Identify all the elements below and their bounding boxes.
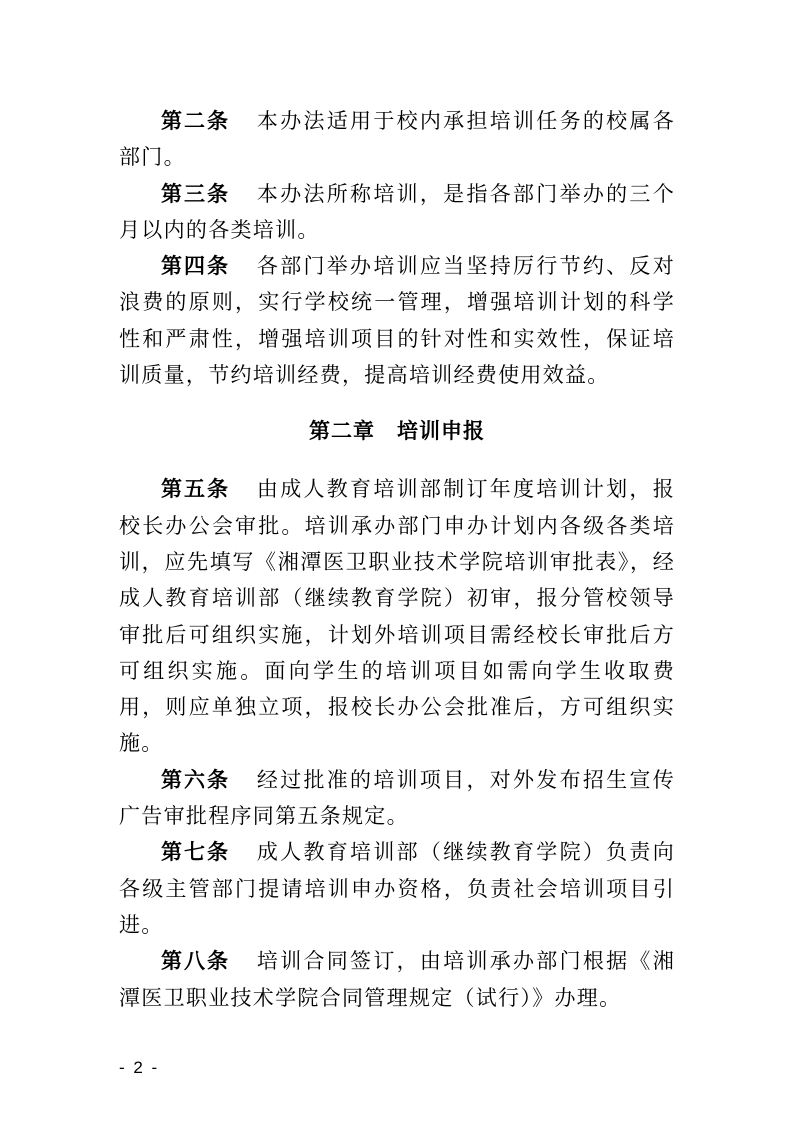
document-body bbox=[119, 103, 675, 1016]
article-text: 本办法适用于校内承担培训任务的校属各部门。 bbox=[119, 109, 676, 170]
article-label: 第四条 bbox=[161, 254, 230, 279]
article-text: 由成人教育培训部制订年度培训计划，报校长办公会审批。培训承办部门申办计划内各级各类培训，应先填写《湘潭医卫职业技术学院培训审批表》，经成人教育培训部（继续教育学院）初审，报分管校领导审批后可组织实施，计划外培训项目需经校长审批后方可组织实施。面向学生的培训项目如需向学生收取费用，则应单独立项，报校长办公会批准后，方可组织实施。 bbox=[119, 477, 676, 756]
article-text: 培训合同签订，由培训承办部门根据《湘潭医卫职业技术学院合同管理规定（试行）》办理。 bbox=[119, 949, 676, 1010]
article-4 bbox=[119, 248, 675, 393]
article-label: 第七条 bbox=[161, 840, 230, 865]
article-2 bbox=[119, 103, 675, 176]
article-3 bbox=[119, 176, 675, 249]
article-text: 成人教育培训部（继续教育学院）负责向各级主管部门提请培训申办资格，负责社会培训项目引进。 bbox=[119, 840, 676, 937]
page-number: - 2 - bbox=[119, 1058, 160, 1077]
article-text: 本办法所称培训，是指各部门举办的三个月以内的各类培训。 bbox=[119, 181, 676, 242]
article-8 bbox=[119, 943, 675, 1016]
article-6 bbox=[119, 762, 675, 835]
article-label: 第八条 bbox=[161, 949, 230, 974]
article-7 bbox=[119, 834, 675, 943]
article-label: 第六条 bbox=[161, 767, 230, 792]
chapter-title: 培训申报 bbox=[397, 419, 485, 444]
chapter-number: 第二章 bbox=[309, 419, 375, 444]
article-label: 第五条 bbox=[161, 477, 230, 502]
chapter-heading bbox=[119, 413, 675, 449]
article-text: 各部门举办培训应当坚持厉行节约、反对浪费的原则，实行学校统一管理，增强培训计划的科学性和严肃性，增强培训项目的针对性和实效性，保证培训质量，节约培训经费，提高培训经费使用效益。 bbox=[119, 254, 676, 388]
article-label: 第二条 bbox=[161, 109, 230, 133]
article-5 bbox=[119, 471, 675, 761]
article-label: 第三条 bbox=[161, 181, 230, 206]
article-text: 经过批准的培训项目，对外发布招生宣传广告审批程序同第五条规定。 bbox=[119, 767, 676, 829]
